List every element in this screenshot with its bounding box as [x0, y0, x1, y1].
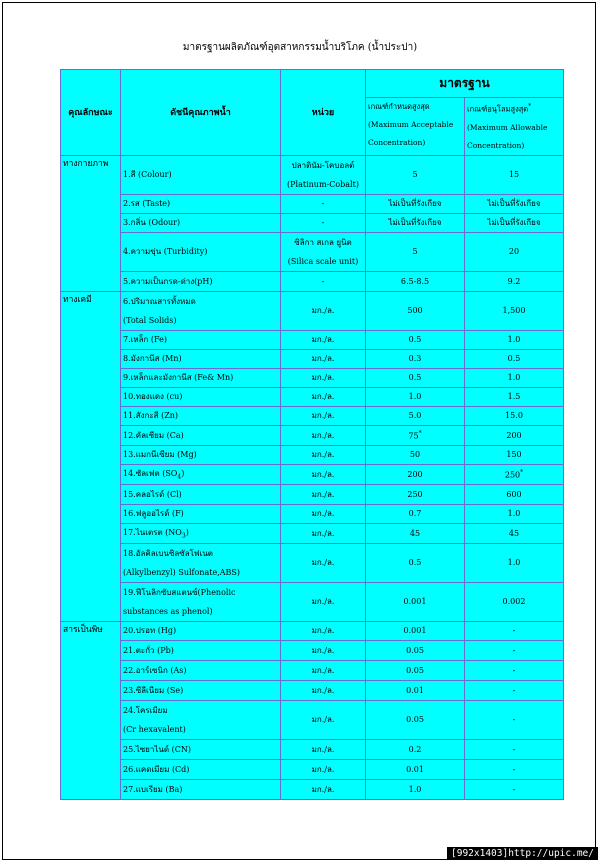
max-acceptable-cell: 0.2 [366, 739, 465, 759]
unit-cell: มก./ล. [281, 387, 366, 406]
table-row [61, 543, 564, 582]
table-row [61, 271, 564, 291]
max-acceptable-cell: 0.01 [366, 759, 465, 779]
header-unit: หน่วย [281, 70, 366, 156]
table-row [61, 504, 564, 523]
max-allowable-cell: - [465, 621, 564, 640]
max-acceptable-cell: 200 [366, 464, 465, 484]
max-allowable-cell: - [465, 779, 564, 799]
parameter-name: 2.รส (Taste) [121, 194, 281, 213]
unit-cell: มก./ล. [281, 484, 366, 504]
parameter-name: 11.สังกะสี (Zn) [121, 406, 281, 425]
max-allowable-cell: 1.0 [465, 368, 564, 387]
max-acceptable-cell: ไม่เป็นที่รังเกียจ [366, 213, 465, 232]
max-allowable-cell: 150 [465, 445, 564, 464]
table-row [61, 640, 564, 660]
max-allowable-cell: 1.0 [465, 543, 564, 582]
table-row [61, 445, 564, 464]
table-row [61, 330, 564, 349]
parameter-name: 22.อาร์เซนิก (As) [121, 660, 281, 680]
table-row [61, 291, 564, 330]
max-acceptable-cell: 45 [366, 523, 465, 543]
max-allowable-cell: 15 [465, 155, 564, 194]
max-acceptable-cell: 1.0 [366, 779, 465, 799]
max-acceptable-cell: 0.05 [366, 660, 465, 680]
parameter-name: 24.โครเมียม (Cr hexavalent) [121, 700, 281, 739]
parameter-name: 23.ซีลีเนียม (Se) [121, 680, 281, 700]
parameter-name: 1.สี (Colour) [121, 155, 281, 194]
max-acceptable-cell: 5 [366, 232, 465, 271]
unit-cell: มก./ล. [281, 425, 366, 445]
footnote-mark: * [520, 468, 524, 476]
table-body [61, 155, 564, 799]
parameter-name: 20.ปรอท (Hg) [121, 621, 281, 640]
table-row [61, 484, 564, 504]
parameter-name: 17.ไนเตรต $(NO_3)$ [121, 523, 281, 543]
max-acceptable-cell: 50 [366, 445, 465, 464]
max-allowable-cell: 0.5 [465, 349, 564, 368]
document-title: มาตรฐานผลิตภัณฑ์อุตสาหกรรมน้ำบริโภค (น้ำประปา) [182, 42, 418, 53]
water-standard-table [60, 69, 564, 800]
max-acceptable-cell: 0.05 [366, 700, 465, 739]
max-acceptable-cell: 0.001 [366, 621, 465, 640]
max-allowable-cell: 1.0 [465, 330, 564, 349]
unit-cell: มก./ล. [281, 543, 366, 582]
unit-cell: มก./ล. [281, 739, 366, 759]
max-acceptable-cell: ไม่เป็นที่รังเกียจ [366, 194, 465, 213]
parameter-name: 10.ทองแดง (cu) [121, 387, 281, 406]
group-label: ทางเคมี [61, 291, 121, 621]
parameter-name: 4.ความขุ่น (Turbidity) [121, 232, 281, 271]
max-allowable-cell: - [465, 680, 564, 700]
unit-cell: มก./ล. [281, 406, 366, 425]
max-allowable-cell: - [465, 739, 564, 759]
max-allowable-cell: - [465, 640, 564, 660]
parameter-name: 26.แคดเมียม (Cd) [121, 759, 281, 779]
max-allowable-cell: 1.0 [465, 504, 564, 523]
table-row [61, 368, 564, 387]
max-acceptable-cell: 5.0 [366, 406, 465, 425]
unit-cell: มก./ล. [281, 700, 366, 739]
table-row [61, 779, 564, 799]
header-index: ดัชนีคุณภาพน้ำ [121, 70, 281, 156]
max-allowable-cell: 15.0 [465, 406, 564, 425]
unit-cell: ซิลิกา สเกล ยูนิต (Silica scale unit) [281, 232, 366, 271]
table-row [61, 700, 564, 739]
max-acceptable-cell: 0.5 [366, 368, 465, 387]
max-allowable-cell: ไม่เป็นที่รังเกียจ [465, 213, 564, 232]
unit-cell: มก./ล. [281, 523, 366, 543]
parameter-name: 7.เหล็ก (Fe) [121, 330, 281, 349]
parameter-name: 3.กลิ่น (Odour) [121, 213, 281, 232]
max-allowable-cell: - [465, 759, 564, 779]
unit-cell: มก./ล. [281, 291, 366, 330]
group-label: ทางกายภาพ [61, 155, 121, 291]
parameter-name: 19.ฟีโนลิกซับสแตนซ์(Phenolic substances as phenol) [121, 582, 281, 621]
unit-cell: มก./ล. [281, 779, 366, 799]
table-row [61, 213, 564, 232]
max-allowable-cell: 250* [465, 464, 564, 484]
max-acceptable-cell: 5 [366, 155, 465, 194]
unit-cell: - [281, 213, 366, 232]
group-label: สารเป็นพิษ [61, 621, 121, 799]
table-row [61, 194, 564, 213]
subscript: 3 [181, 532, 186, 540]
max-allowable-cell: 0.002 [465, 582, 564, 621]
max-allowable-cell: 200 [465, 425, 564, 445]
max-allowable-cell: 600 [465, 484, 564, 504]
unit-cell: มก./ล. [281, 464, 366, 484]
max-acceptable-cell: 0.7 [366, 504, 465, 523]
max-allowable-cell: 9.2 [465, 271, 564, 291]
table-row [61, 523, 564, 543]
unit-cell: มก./ล. [281, 680, 366, 700]
unit-cell: มก./ล. [281, 621, 366, 640]
parameter-name: 14.ซัลเฟต $(SO_4)$ [121, 464, 281, 484]
table-row [61, 232, 564, 271]
max-acceptable-cell: 0.5 [366, 543, 465, 582]
watermark: [992x1403]http://upic.me/ [447, 847, 598, 860]
table-row [61, 582, 564, 621]
table-row [61, 387, 564, 406]
unit-cell: มก./ล. [281, 640, 366, 660]
table-row [61, 660, 564, 680]
unit-cell: - [281, 194, 366, 213]
parameter-name: 9.เหล็กและมังกานีส (Fe& Mn) [121, 368, 281, 387]
unit-cell: มก./ล. [281, 660, 366, 680]
parameter-name: 25.ไซยาไนด์ (CN) [121, 739, 281, 759]
unit-cell: มก./ล. [281, 504, 366, 523]
parameter-name: 5.ความเป็นกรด-ด่าง(pH) [121, 271, 281, 291]
parameter-name: 27.แบเรียม (Ba) [121, 779, 281, 799]
table-row [61, 425, 564, 445]
table-row [61, 464, 564, 484]
parameter-name: 8.มังกานีส (Mn) [121, 349, 281, 368]
max-acceptable-cell: 1.0 [366, 387, 465, 406]
max-acceptable-cell: 0.3 [366, 349, 465, 368]
parameter-name: 16.ฟลูออไรด์ (F) [121, 504, 281, 523]
max-allowable-cell: 45 [465, 523, 564, 543]
subscript: 4 [177, 473, 182, 481]
max-allowable-cell: - [465, 660, 564, 680]
max-acceptable-cell: 0.001 [366, 582, 465, 621]
parameter-name: 13.แมกนีเซียม (Mg) [121, 445, 281, 464]
unit-cell: มก./ล. [281, 582, 366, 621]
max-allowable-cell: 1,500 [465, 291, 564, 330]
unit-cell: มก./ล. [281, 445, 366, 464]
parameter-name: 6.ปริมาณสารทั้งหมด (Total Solids) [121, 291, 281, 330]
unit-cell: มก./ล. [281, 368, 366, 387]
max-acceptable-cell: 6.5-8.5 [366, 271, 465, 291]
table-row [61, 155, 564, 194]
max-acceptable-cell: 0.01 [366, 680, 465, 700]
unit-cell: มก./ล. [281, 330, 366, 349]
table-row [61, 349, 564, 368]
parameter-name: 18.อัลคิลเบนซิลซัลโฟเนต (Alkylbenzyl) Sulfonate,ABS) [121, 543, 281, 582]
unit-cell: - [281, 271, 366, 291]
parameter-name: 21.ตะกั่ว (Pb) [121, 640, 281, 660]
header-standard: มาตรฐาน [366, 70, 564, 98]
table-row [61, 680, 564, 700]
max-acceptable-cell: 500 [366, 291, 465, 330]
table-row [61, 621, 564, 640]
parameter-name: 15.คลอไรด์ (Cl) [121, 484, 281, 504]
table-row [61, 739, 564, 759]
table-row [61, 406, 564, 425]
footnote-mark: * [418, 429, 422, 437]
max-acceptable-cell: 0.05 [366, 640, 465, 660]
max-acceptable-cell: 75* [366, 425, 465, 445]
max-acceptable-cell: 0.5 [366, 330, 465, 349]
max-allowable-cell: 1.5 [465, 387, 564, 406]
unit-cell: มก./ล. [281, 349, 366, 368]
footnote-mark: * [528, 103, 532, 110]
header-max-acceptable: เกณฑ์กำหนดสูงสุด (Maximum Acceptable Concentration) [366, 98, 465, 156]
max-allowable-cell: 20 [465, 232, 564, 271]
header-characteristic: คุณลักษณะ [61, 70, 121, 156]
unit-cell: มก./ล. [281, 759, 366, 779]
max-allowable-cell: - [465, 700, 564, 739]
table-row [61, 759, 564, 779]
parameter-name: 12.คัลเซียม (Ca) [121, 425, 281, 445]
unit-cell: ปลาตินัม-โคบอลต์ (Platinum-Cobalt) [281, 155, 366, 194]
max-allowable-cell: ไม่เป็นที่รังเกียจ [465, 194, 564, 213]
header-max-allowable: เกณฑ์อนุโลมสูงสุด* (Maximum Allowable Concentration) [465, 98, 564, 156]
max-acceptable-cell: 250 [366, 484, 465, 504]
